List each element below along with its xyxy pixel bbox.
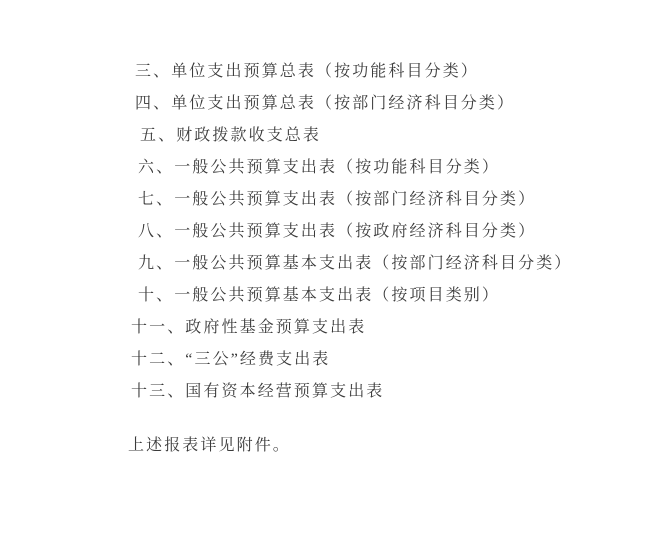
closing-note: 上述报表详见附件。 — [128, 437, 291, 454]
list-item-3: 三、单位支出预算总表（按功能科目分类） — [135, 63, 479, 80]
list-item-8: 八、一般公共预算支出表（按政府经济科目分类） — [138, 223, 537, 240]
list-item-9: 九、一般公共预算基本支出表（按部门经济科目分类） — [138, 255, 573, 272]
list-item-12: 十二、“三公”经费支出表 — [131, 351, 331, 368]
list-item-10: 十、一般公共预算基本支出表（按项目类别） — [138, 287, 501, 304]
list-item-11: 十一、政府性基金预算支出表 — [131, 319, 367, 336]
list-item-7: 七、一般公共预算支出表（按部门经济科目分类） — [138, 191, 537, 208]
list-item-6: 六、一般公共预算支出表（按功能科目分类） — [138, 159, 501, 176]
list-item-4: 四、单位支出预算总表（按部门经济科目分类） — [135, 95, 516, 112]
list-item-13: 十三、国有资本经营预算支出表 — [131, 383, 385, 400]
list-item-5: 五、财政拨款收支总表 — [140, 127, 322, 144]
